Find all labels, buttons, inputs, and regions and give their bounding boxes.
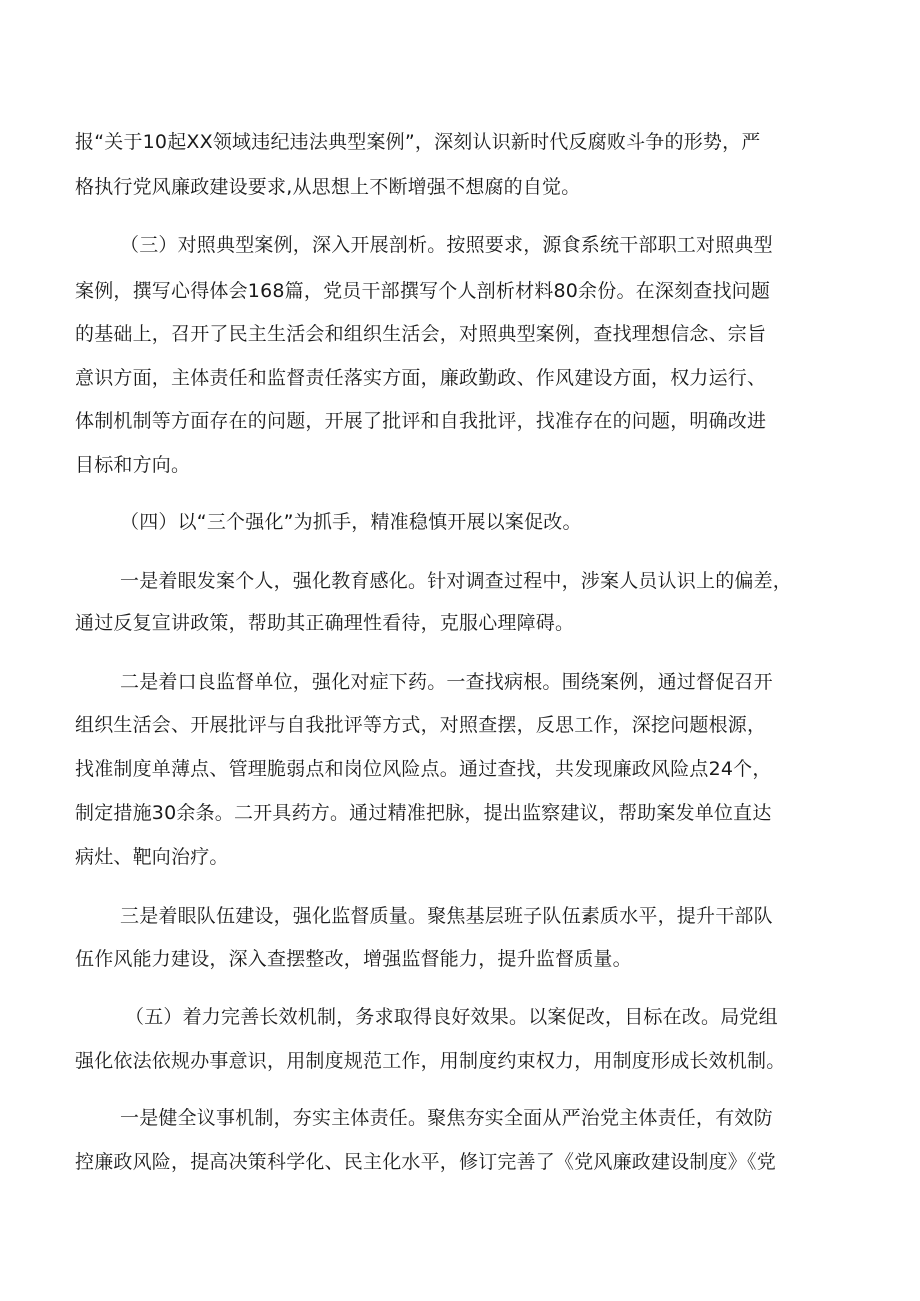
text-line: 的基础上，召开了民主生活会和组织生活会，对照典型案例，查找理想信念、宗旨: [75, 323, 767, 345]
text-line: 二是着口良监督单位，强化对症下药。一查找病根。围绕案例，通过督促召开: [120, 671, 773, 693]
text-line: 伍作风能力建设，深入查摆整改，增强监督能力，提升监督质量。: [75, 948, 632, 970]
text-line: 控廉政风险，提高决策科学化、民主化水平，修订完善了《党风廉政建设制度》《党: [75, 1151, 776, 1173]
text-line: 报“关于10起XX领域违纪违法典型案例”，深刻认识新时代反腐败斗争的形势，严: [75, 131, 761, 153]
text-line: 强化依法依规办事意识，用制度规范工作，用制度约束权力，用制度形成长效机制。: [75, 1050, 786, 1072]
text-line: 目标和方向。: [75, 454, 191, 476]
text-line: （五）着力完善长效机制，务求取得良好效果。以案促改，目标在改。局党组: [125, 1006, 778, 1028]
text-line: 病灶、靶向治疗。: [75, 846, 229, 868]
text-line: 找准制度单薄点、管理脆弱点和岗位风险点。通过查找，共发现廉政风险点24个，: [75, 758, 772, 780]
text-line: 三是着眼队伍建设，强化监督质量。聚焦基层班子队伍素质水平，提升干部队: [120, 905, 773, 927]
text-line: 组织生活会、开展批评与自我批评等方式，对照查摆，反思工作，深挖问题根源，: [75, 714, 767, 736]
text-line: 意识方面，主体责任和监督责任落实方面，廉政勤政、作风建设方面，权力运行、: [75, 367, 767, 389]
text-line: 格执行党风廉政建设要求,从思想上不断增强不想腐的自觉。: [75, 176, 581, 198]
text-line: 通过反复宣讲政策，帮助其正确理性看待，克服心理障碍。: [75, 612, 575, 634]
text-line: （四）以“三个强化”为抓手，精准稳慎开展以案促改。: [120, 511, 582, 533]
text-line: 一是健全议事机制，夯实主体责任。聚焦夯实全面从严治党主体责任，有效防: [120, 1107, 773, 1129]
text-line: （三）对照典型案例，深入开展剖析。按照要求，源食系统干部职工对照典型: [120, 234, 773, 256]
text-line: 制定措施30余条。二开具药方。通过精准把脉，提出监察建议，帮助案发单位直达: [75, 802, 772, 824]
text-line: 体制机制等方面存在的问题，开展了批评和自我批评，找准存在的问题，明确改进: [75, 410, 767, 432]
text-line: 一是着眼发案个人，强化教育感化。针对调查过程中，涉案人员认识上的偏差，: [120, 570, 793, 592]
text-line: 案例，撰写心得体会168篇，党员干部撰写个人剖析材料80余份。在深刻查找问题: [75, 280, 771, 302]
